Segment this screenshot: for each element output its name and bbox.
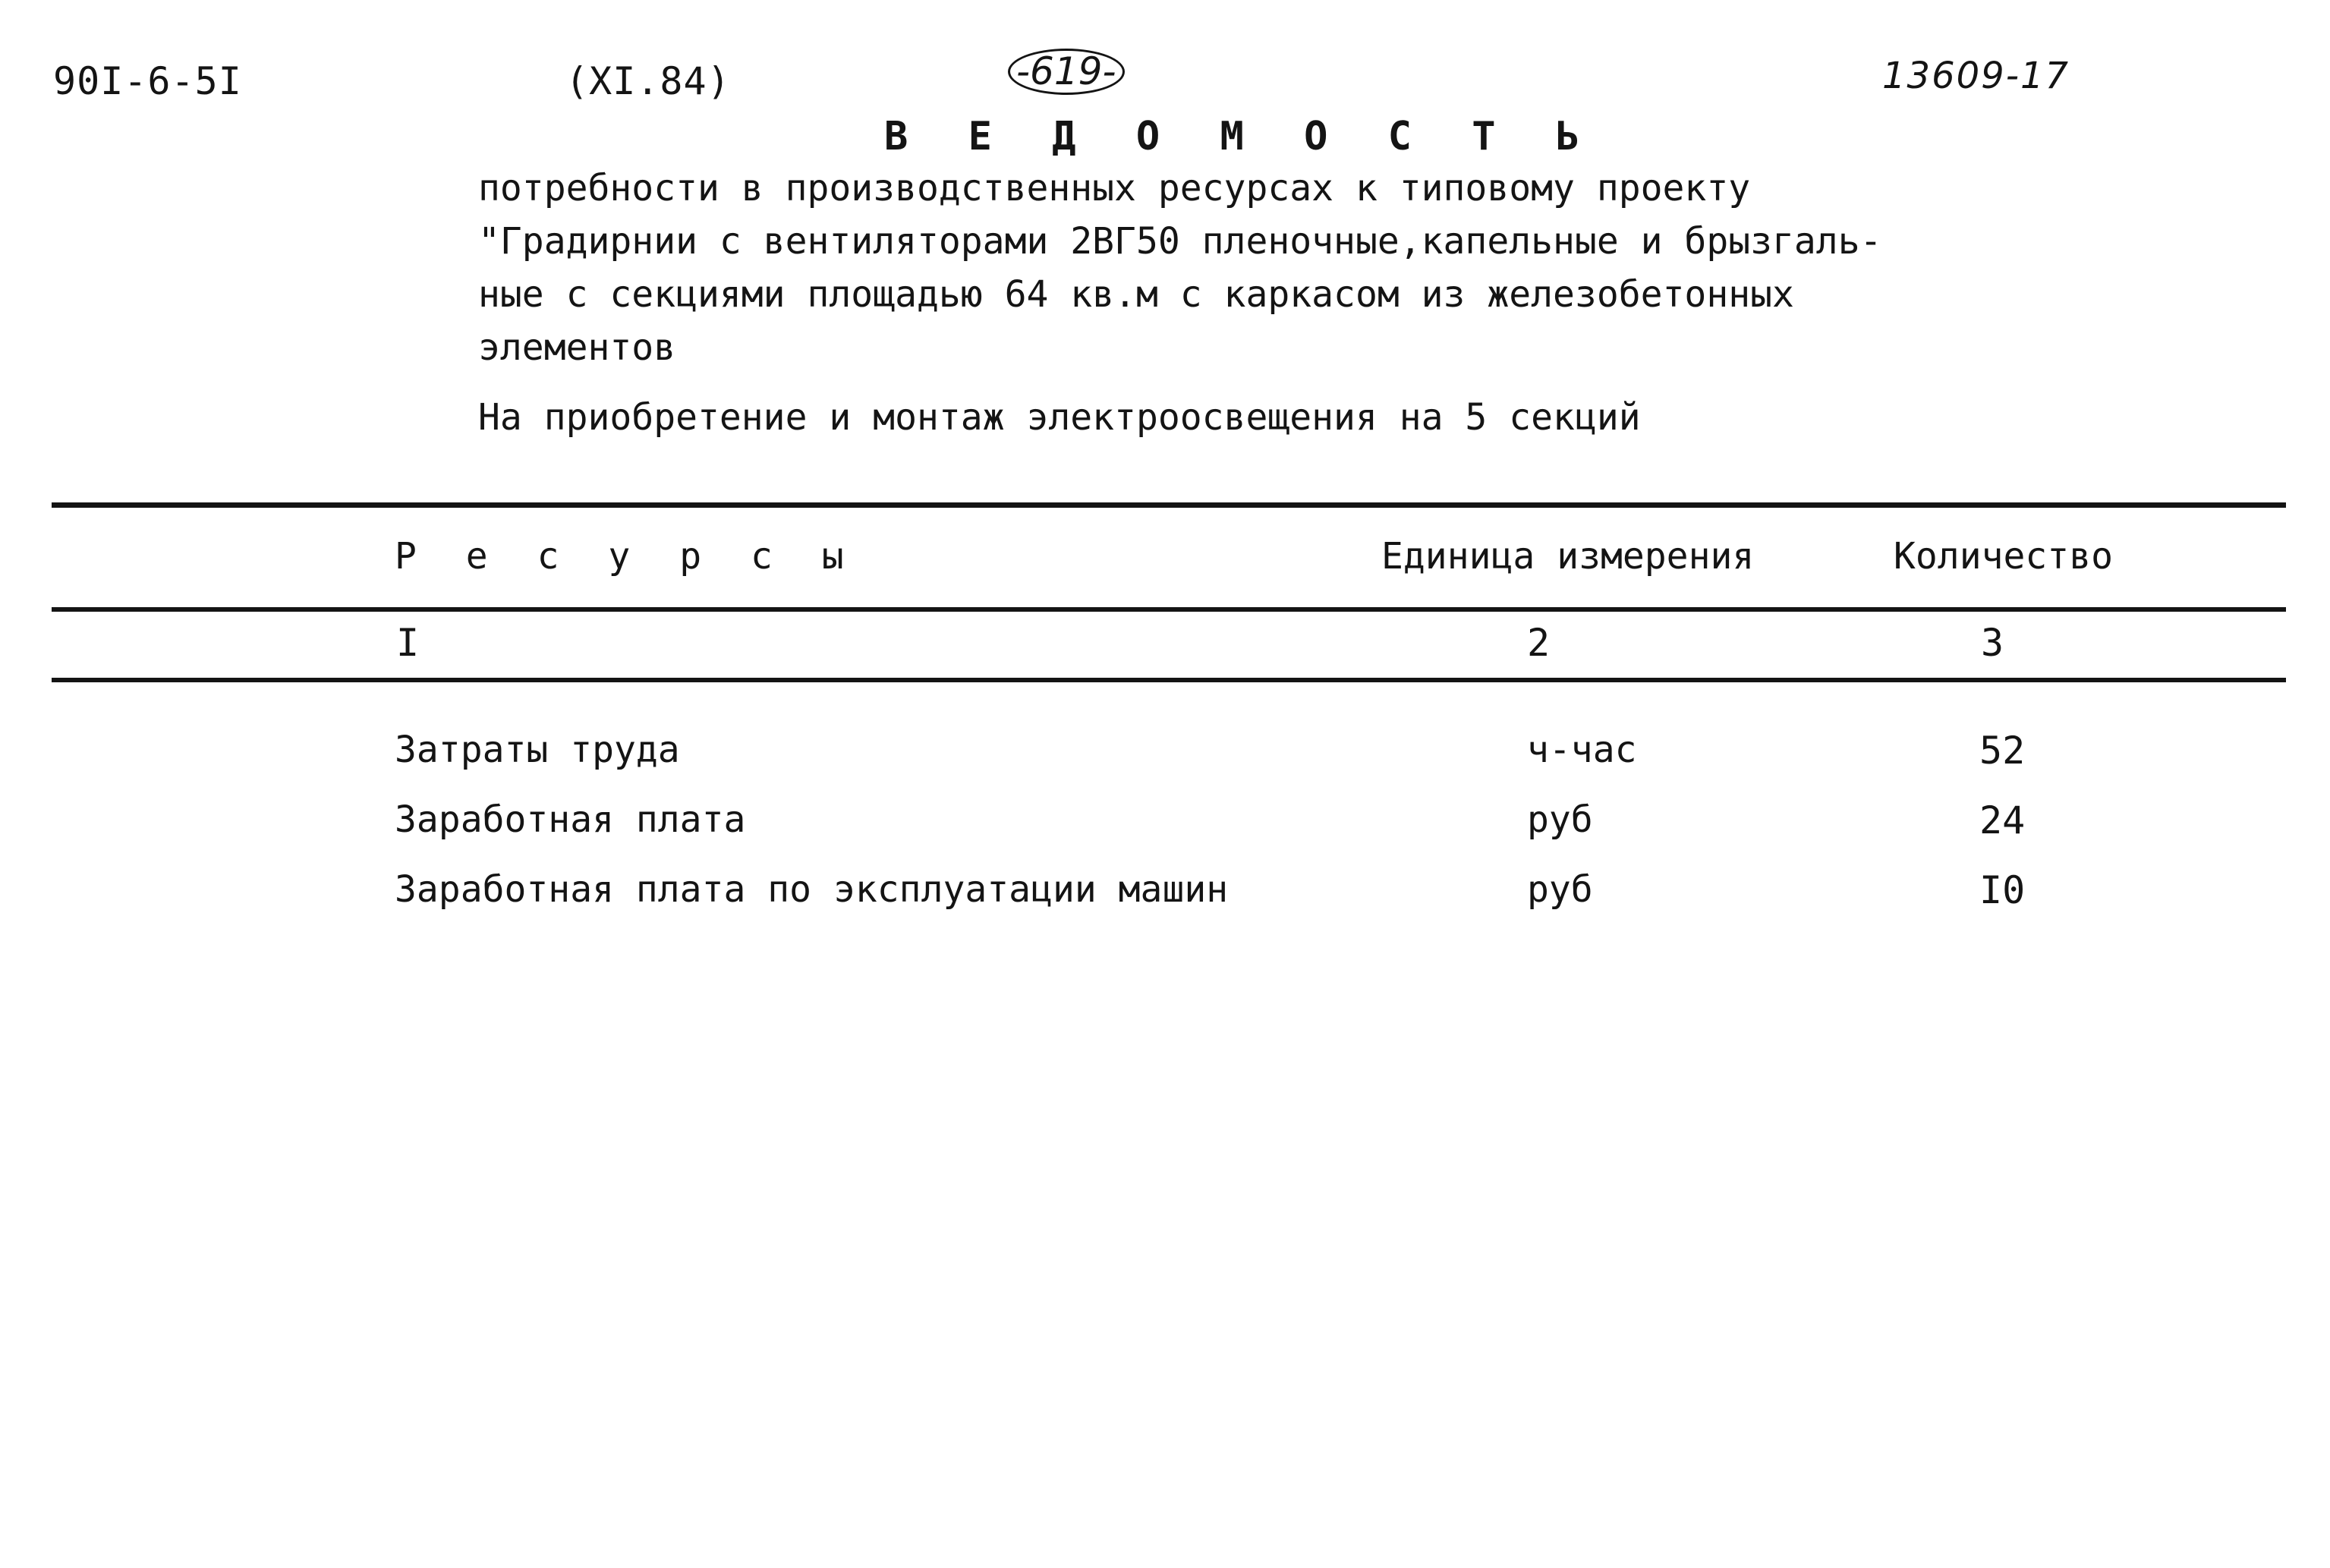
document-code: 90I-6-5I — [53, 59, 242, 103]
quantity-cell: I0 — [1979, 868, 2026, 912]
inventory-number: 13609-17 — [1882, 55, 2070, 97]
resource-cell: Заработная плата по эксплуатации машин — [395, 868, 1229, 911]
resource-cell: Затраты труда — [395, 729, 680, 771]
page-number-text: -619- — [1008, 49, 1125, 95]
column-header-unit: Единица измерения — [1381, 535, 1755, 578]
column-header-resources: Р е с у р с ы — [395, 535, 858, 578]
column-number: I — [396, 621, 420, 665]
subtitle-line: ные с секциями площадью 64 кв.м с каркасом из железобетонных — [478, 273, 1794, 316]
resource-cell: Заработная плата — [395, 798, 746, 841]
column-number: 3 — [1981, 621, 2004, 665]
subtitle-line: потребности в производственных ресурсах к типовому проекту — [478, 167, 1751, 209]
table-top-rule — [52, 502, 2286, 508]
page-number — [1008, 49, 1125, 95]
subtitle-line: элементов — [478, 326, 676, 369]
quantity-cell: 52 — [1979, 729, 2026, 773]
unit-cell: руб — [1527, 868, 1593, 911]
document-date-code: (XI.84) — [565, 59, 731, 103]
table-body-rule — [52, 678, 2286, 682]
subtitle-line: "Градирнии с вентиляторами 2ВГ50 пленочные,капельные и брызгаль- — [478, 220, 1882, 263]
section-note: На приобретение и монтаж электроосвещения на 5 секций — [478, 396, 1641, 439]
column-header-quantity: Количество — [1894, 535, 2113, 578]
column-number: 2 — [1527, 621, 1551, 665]
table-header-rule — [52, 607, 2286, 612]
unit-cell: ч-час — [1527, 729, 1637, 771]
unit-cell: руб — [1527, 798, 1593, 841]
document-title: В Е Д О М О С Т Ь — [884, 114, 1598, 159]
quantity-cell: 24 — [1979, 798, 2026, 842]
